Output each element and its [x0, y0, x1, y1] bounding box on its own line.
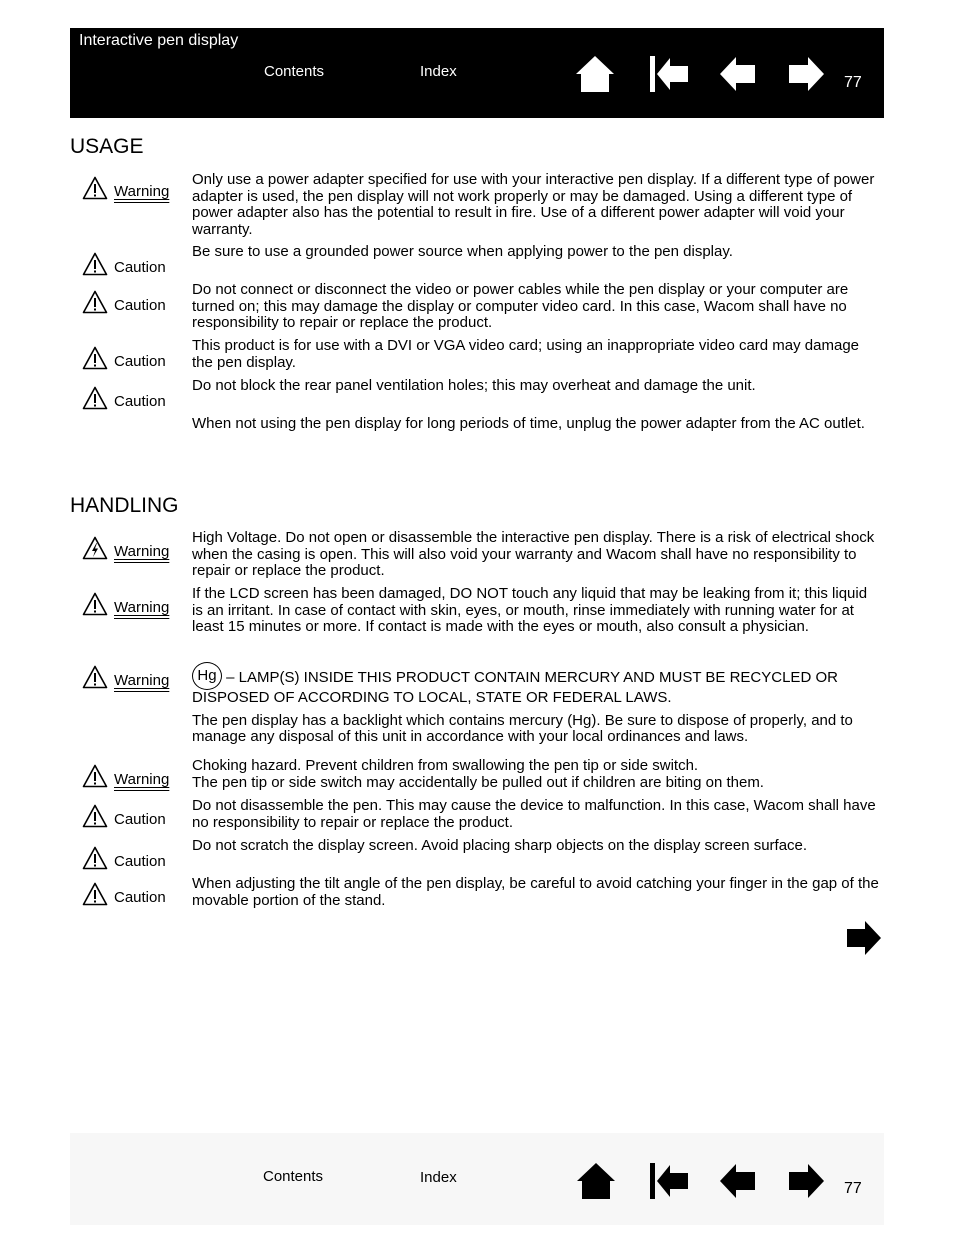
caution-label: Caution — [114, 889, 166, 906]
notice-text: When adjusting the tilt angle of the pen display, be careful to avoid catching your finger in the gap of the movable portion of the stand. — [192, 875, 879, 909]
caution-notice — [82, 346, 166, 370]
notice-text: Do not scratch the display screen. Avoid placing sharp objects on the display screen surface. — [192, 837, 808, 854]
document-title: Interactive pen display — [79, 32, 239, 49]
page-number: 77 — [844, 1180, 862, 1197]
warning-triangle-icon — [82, 346, 108, 370]
caution-label: Caution — [114, 259, 166, 276]
warning-triangle-icon — [82, 665, 108, 689]
previous-page-icon[interactable] — [717, 53, 759, 95]
warning-notice — [82, 536, 169, 560]
warning-notice — [82, 764, 169, 788]
warning-label[interactable]: Warning — [114, 672, 170, 689]
caution-label: Caution — [114, 353, 166, 370]
warning-notice — [82, 176, 169, 200]
usage-heading: USAGE — [70, 135, 144, 158]
handling-heading: HANDLING — [70, 494, 179, 517]
choking-hazard-text: Choking hazard. Prevent children from swallowing the pen tip or side switch. — [192, 757, 699, 774]
warning-triangle-icon — [82, 882, 108, 906]
page-number: 77 — [844, 74, 862, 91]
notice-text: Do not disassemble the pen. This may cause the device to malfunction. In this case, Wacom shall have no responsibility to repair or replace the product. — [192, 797, 876, 831]
warning-triangle-icon — [82, 804, 108, 828]
caution-notice — [82, 252, 166, 276]
home-icon[interactable] — [574, 53, 616, 95]
caution-notice — [82, 804, 166, 828]
warning-label[interactable]: Warning — [114, 599, 170, 616]
caution-label: Caution — [114, 297, 166, 314]
mercury-warning-text: – LAMP(S) INSIDE THIS PRODUCT CONTAIN MERCURY AND MUST BE RECYCLED OR DISPOSED OF ACCORDING TO LOCAL, STATE OR FEDERAL LAWS. — [192, 669, 838, 706]
mercury-warning-line — [192, 662, 882, 707]
warning-notice — [82, 665, 169, 689]
caution-notice — [82, 882, 166, 906]
index-link[interactable]: Index — [420, 1169, 457, 1186]
first-page-icon[interactable] — [648, 1160, 690, 1202]
warning-triangle-icon — [82, 176, 108, 200]
contents-link[interactable]: Contents — [264, 63, 325, 80]
notice-text: If the LCD screen has been damaged, DO NOT touch any liquid that may be leaking from it; this liquid is an irritant. In case of contact with skin, eyes, or mouth, rinse immediately with running water for at least 15 minutes or more. If contact is made with the eyes or mouth, also consult a physician. — [192, 585, 868, 635]
mercury-disposal-text: The pen display has a backlight which contains mercury (Hg). Be sure to dispose of properly, and to manage any disposal of this unit in accordance with your local ordinances and laws. — [192, 711, 853, 745]
index-link[interactable]: Index — [420, 63, 457, 80]
mercury-hg-icon: Hg — [192, 662, 222, 690]
note-text: When not using the pen display for long periods of time, unplug the power adapter from the AC outlet. — [192, 415, 865, 432]
caution-notice — [82, 846, 166, 870]
notice-text: Do not connect or disconnect the video or power cables while the pen display or your computer are turned on; this may damage the display or computer video card. In this case, Wacom shall have no responsibility to repair or replace the product. — [192, 281, 849, 331]
contents-link[interactable]: Contents — [263, 1168, 324, 1185]
notice-text: High Voltage. Do not open or disassemble the interactive pen display. There is a risk of electrical shock when the casing is open. This will also void your warranty and Wacom shall have no responsibility to repair or replace the product. — [192, 529, 875, 579]
warning-triangle-icon — [82, 386, 108, 410]
caution-label: Caution — [114, 393, 166, 410]
warning-triangle-icon — [82, 252, 108, 276]
notice-text: Only use a power adapter specified for use with your interactive pen display. If a different type of power adapter is used, the pen display will not work properly or may be damaged. Using a different type of power adapter also has the potential to result in fire. Use of a different power adapter will void your warranty. — [192, 171, 875, 238]
warning-notice — [82, 592, 169, 616]
next-page-icon[interactable] — [785, 1160, 827, 1202]
footer-bar — [70, 1133, 884, 1225]
caution-label: Caution — [114, 853, 166, 870]
caution-notice — [82, 386, 166, 410]
warning-triangle-icon — [82, 290, 108, 314]
notice-text — [192, 662, 882, 746]
next-page-icon[interactable] — [785, 53, 827, 95]
pen-tip-text: The pen tip or side switch may accidentally be pulled out if children are biting on them. — [192, 773, 764, 791]
high-voltage-icon — [82, 536, 108, 560]
notice-text: This product is for use with a DVI or VGA video card; using an inappropriate video card may damage the pen display. — [192, 337, 860, 371]
previous-page-icon[interactable] — [717, 1160, 759, 1202]
warning-label[interactable]: Warning — [114, 543, 170, 560]
warning-triangle-icon — [82, 846, 108, 870]
first-page-icon[interactable] — [648, 53, 690, 95]
warning-triangle-icon — [82, 764, 108, 788]
home-icon[interactable] — [575, 1160, 617, 1202]
header-bar — [70, 28, 884, 118]
notice-text: Do not block the rear panel ventilation holes; this may overheat and damage the unit. — [192, 377, 756, 394]
warning-label[interactable]: Warning — [114, 183, 170, 200]
caution-label: Caution — [114, 811, 166, 828]
notice-text — [192, 758, 882, 791]
warning-triangle-icon — [82, 592, 108, 616]
caution-notice — [82, 290, 166, 314]
continue-arrow-icon[interactable] — [845, 918, 883, 958]
notice-text: Be sure to use a grounded power source when applying power to the pen display. — [192, 243, 733, 260]
warning-label[interactable]: Warning — [114, 771, 170, 788]
